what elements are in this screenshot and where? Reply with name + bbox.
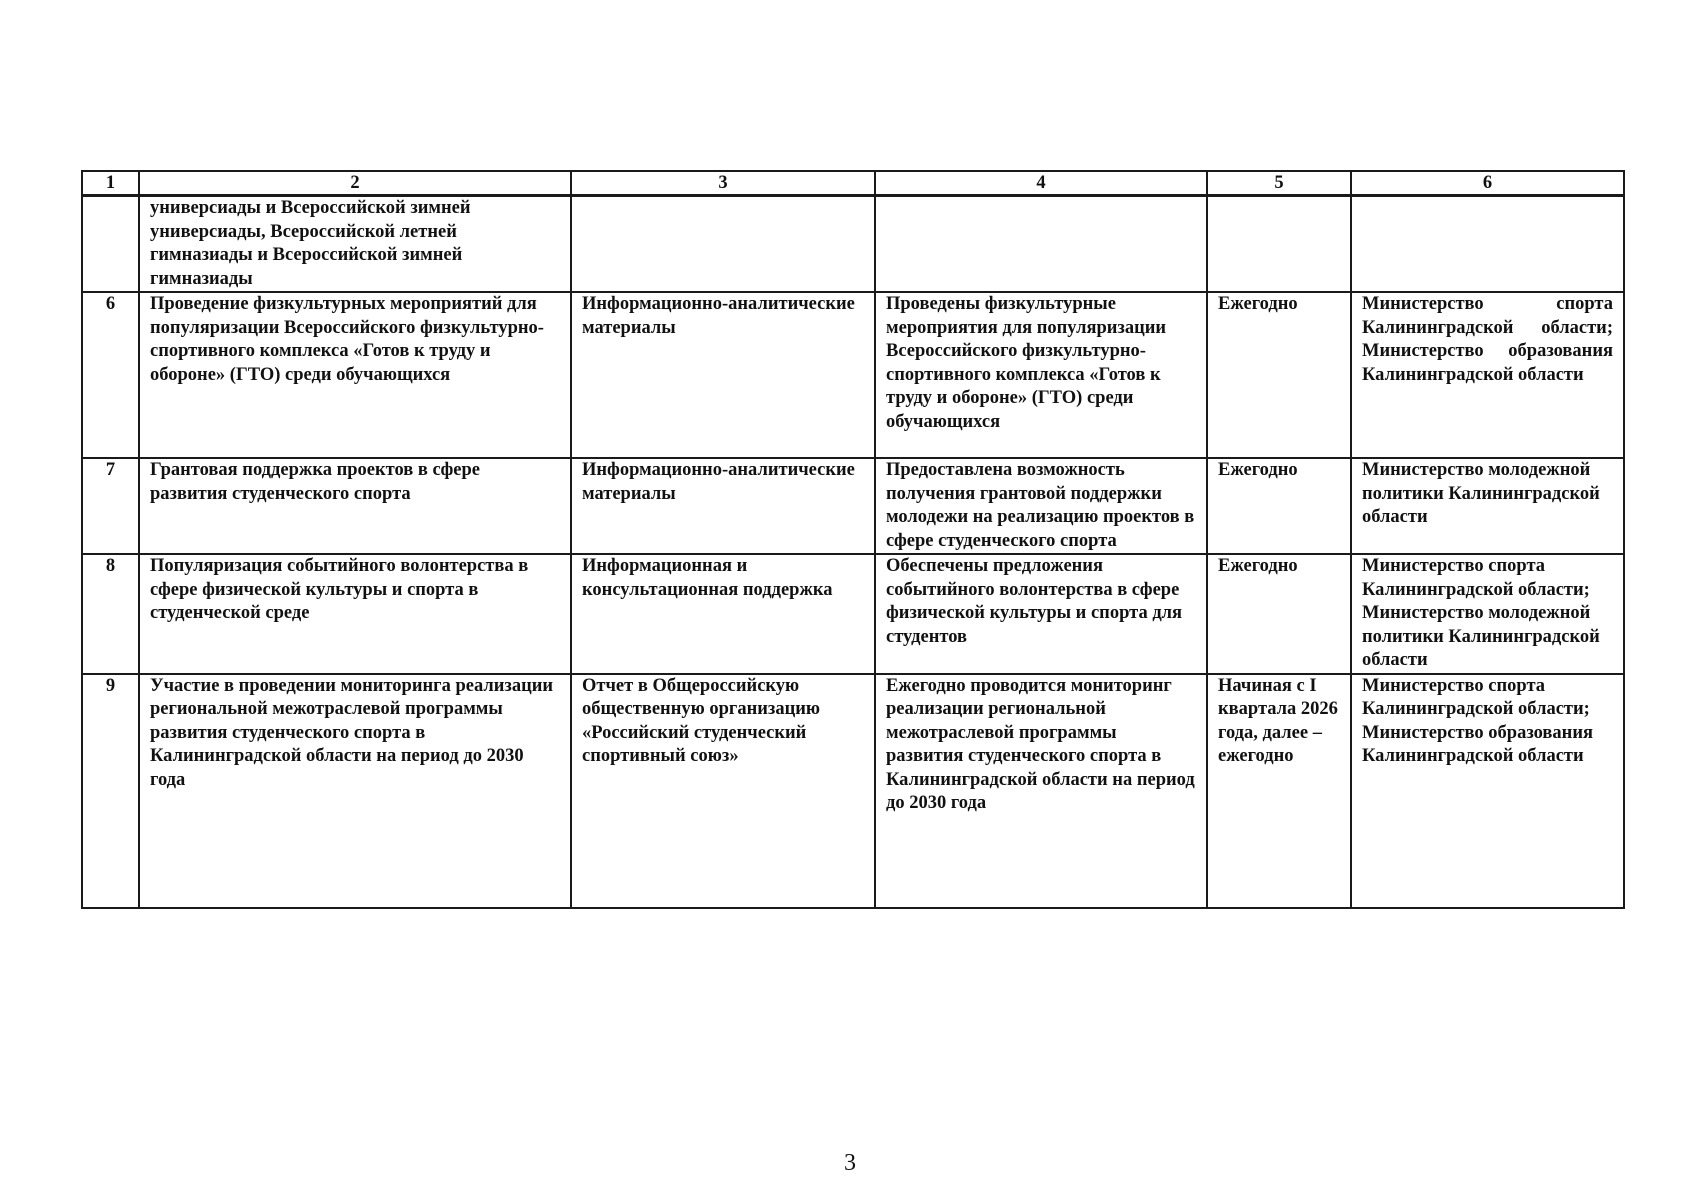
result-cell: Обеспечены предложения событийного волонтерства в сфере физической культуры и спорта для студентов xyxy=(875,554,1207,674)
deadline-cell: Начиная с I квартала 2026 года, далее – ежегодно xyxy=(1207,674,1351,908)
row-number-cell: 8 xyxy=(82,554,139,674)
page-number: 3 xyxy=(844,1150,856,1176)
event-cell: универсиады и Всероссийской зимней универсиады, Всероссийской летней гимназиады и Всероссийской зимней гимназиады xyxy=(139,196,571,293)
event-cell: Грантовая поддержка проектов в сфере развития студенческого спорта xyxy=(139,458,571,554)
column-header: 2 xyxy=(139,171,571,196)
deadline-cell: Ежегодно xyxy=(1207,554,1351,674)
table-row xyxy=(82,196,1624,293)
action-plan-table xyxy=(81,170,1625,909)
column-header: 6 xyxy=(1351,171,1624,196)
document-cell: Информационная и консультационная поддержка xyxy=(571,554,875,674)
responsible-cell xyxy=(1351,196,1624,293)
document-cell: Отчет в Общероссийскую общественную организацию «Российский студенческий спортивный союз» xyxy=(571,674,875,908)
event-cell: Проведение физкультурных мероприятий для популяризации Всероссийского физкультурно-спортивного комплекса «Готов к труду и обороне» (ГТО) среди обучающихся xyxy=(139,292,571,458)
column-header: 5 xyxy=(1207,171,1351,196)
document-cell: Информационно-аналитические материалы xyxy=(571,458,875,554)
responsible-cell: Министерство молодежной политики Калининградской области xyxy=(1351,458,1624,554)
table-header-row xyxy=(82,171,1624,196)
row-number-cell: 7 xyxy=(82,458,139,554)
table-row xyxy=(82,554,1624,674)
row-number-cell: 9 xyxy=(82,674,139,908)
document-cell: Информационно-аналитические материалы xyxy=(571,292,875,458)
result-cell xyxy=(875,196,1207,293)
row-number-cell: 6 xyxy=(82,292,139,458)
result-cell: Проведены физкультурные мероприятия для популяризации Всероссийского физкультурно-спортивного комплекса «Готов к труду и обороне» (ГТО) среди обучающихся xyxy=(875,292,1207,458)
document-cell xyxy=(571,196,875,293)
event-cell: Участие в проведении мониторинга реализации региональной межотраслевой программы развития студенческого спорта в Калининградской области на период до 2030 года xyxy=(139,674,571,908)
responsible-cell: Министерство спорта Калининградской области; Министерство молодежной политики Калининградской области xyxy=(1351,554,1624,674)
column-header: 3 xyxy=(571,171,875,196)
result-cell: Предоставлена возможность получения грантовой поддержки молодежи на реализацию проектов в сфере студенческого спорта xyxy=(875,458,1207,554)
table-row xyxy=(82,292,1624,458)
responsible-cell: Министерство спорта Калининградской области; Министерство образования Калининградской области xyxy=(1351,674,1624,908)
deadline-cell xyxy=(1207,196,1351,293)
result-cell: Ежегодно проводится мониторинг реализации региональной межотраслевой программы развития студенческого спорта в Калининградской области на период до 2030 года xyxy=(875,674,1207,908)
responsible-cell: Министерство спорта Калининградской области; Министерство образования Калининградской области xyxy=(1351,292,1624,458)
table-row xyxy=(82,458,1624,554)
deadline-cell: Ежегодно xyxy=(1207,458,1351,554)
table-row xyxy=(82,674,1624,908)
column-header: 4 xyxy=(875,171,1207,196)
column-header: 1 xyxy=(82,171,139,196)
row-number-cell xyxy=(82,196,139,293)
deadline-cell: Ежегодно xyxy=(1207,292,1351,458)
event-cell: Популяризация событийного волонтерства в сфере физической культуры и спорта в студенческой среде xyxy=(139,554,571,674)
